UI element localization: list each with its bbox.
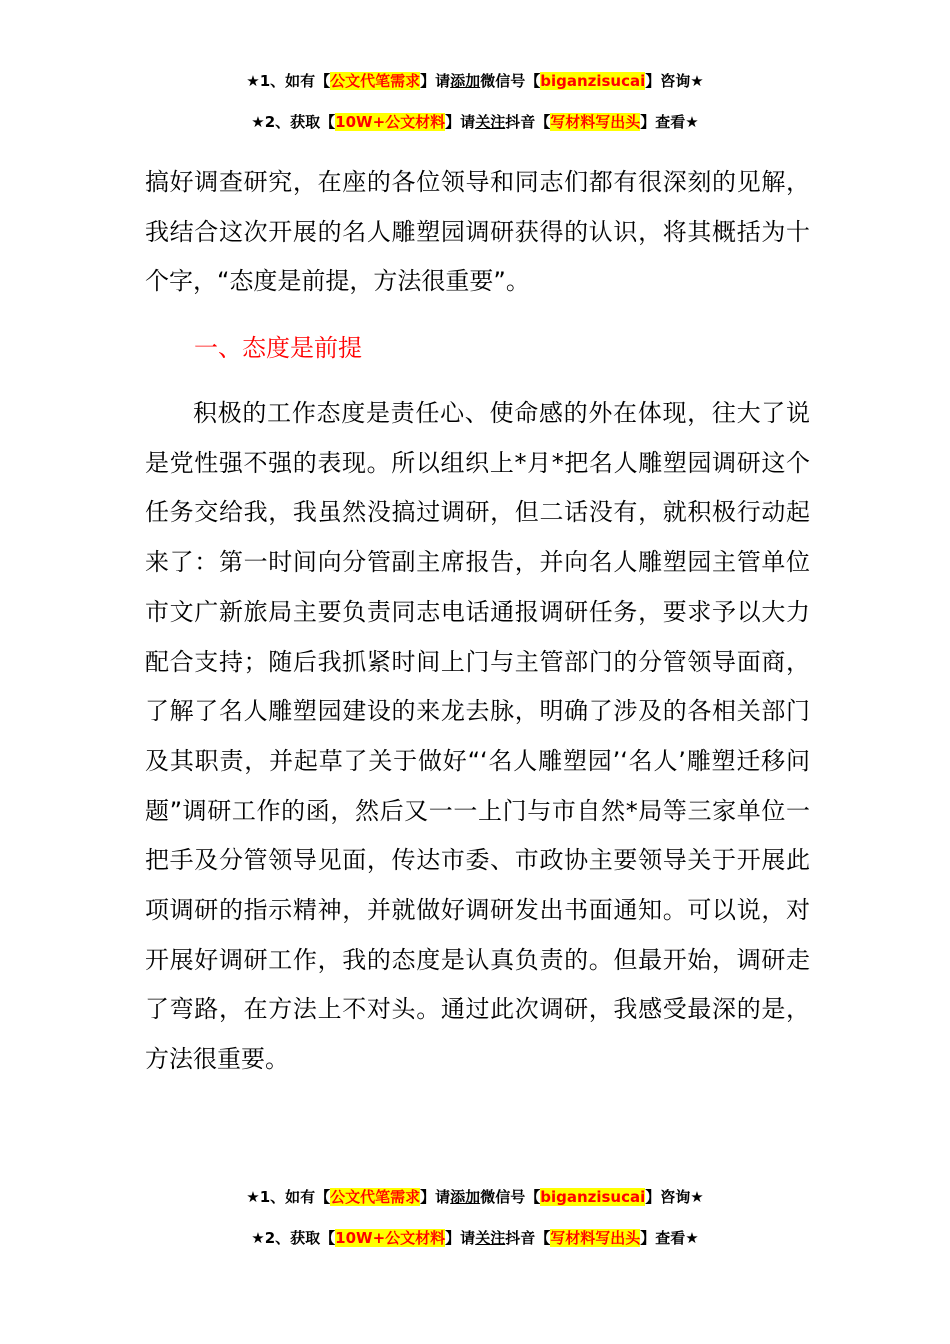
promo-text: 2、获取【	[264, 113, 336, 131]
wechat-id-highlight: biganzisucai	[540, 1188, 646, 1206]
star-icon: ★	[246, 1188, 260, 1206]
wechat-id-highlight: biganzisucai	[540, 72, 646, 90]
promo-text: 】查看	[640, 1229, 686, 1247]
section-heading: 一、态度是前提	[194, 334, 362, 362]
star-icon: ★	[246, 72, 260, 90]
promo-text: 】请	[420, 1188, 451, 1206]
promo-line-2-bottom	[0, 1227, 950, 1249]
promo-text: 】请	[420, 72, 451, 90]
promo-line-2-top	[0, 111, 950, 133]
promo-text: 】咨询	[645, 1188, 691, 1206]
promo-underlined: 添加	[450, 72, 481, 90]
douyin-account-highlight: 写材料写出头	[550, 113, 641, 131]
promo-text: 】咨询	[645, 72, 691, 90]
star-icon: ★	[690, 72, 704, 90]
star-icon: ★	[251, 113, 265, 131]
promo-text: 1、如有【	[259, 72, 331, 90]
star-icon: ★	[685, 113, 699, 131]
promo-underlined: 关注	[475, 1229, 506, 1247]
promo-text: 2、获取【	[264, 1229, 336, 1247]
promo-text: 抖音【	[505, 1229, 551, 1247]
promo-line-1-bottom	[0, 1186, 950, 1208]
promo-highlight: 公文代笔需求	[330, 1188, 421, 1206]
promo-text: 】请	[445, 113, 476, 131]
promo-text: 】请	[445, 1229, 476, 1247]
promo-text: 微信号【	[480, 1188, 541, 1206]
promo-underlined: 关注	[475, 113, 506, 131]
promo-text: 微信号【	[480, 72, 541, 90]
promo-text: 】查看	[640, 113, 686, 131]
section-body-paragraph: 积极的工作态度是责任心、使命感的外在体现，往大了说是党性强不强的表现。所以组织上*月*把名人雕塑园调研这个任务交给我，我虽然没搞过调研，但二话没有，就积极行动起来了：第一时间向分管副主席报告，并向名人雕塑园主管单位市文广新旅局主要负责同志电话通报调研任务，要求予以大力配合支持；随后我抓紧时间上门与主管部门的分管领导面商，了解了名人雕塑园建设的来龙去脉，明确了涉及的各相关部门及其职责，并起草了关于做好“‘名人雕塑园’‘名人’雕塑迁移问题”调研工作的函，然后又一一上门与市自然*局等三家单位一把手及分管领导见面，传达市委、市政协主要领导关于开展此项调研的指示精神，并就做好调研发出书面通知。可以说，对开展好调研工作，我的态度是认真负责的。但最开始，调研走了弯路，在方法上不对头。通过此次调研，我感受最深的是，方法很重要。	[145, 399, 810, 1074]
promo-highlight: 10W+公文材料	[335, 113, 446, 131]
promo-text: 1、如有【	[259, 1188, 331, 1206]
star-icon: ★	[685, 1229, 699, 1247]
promo-underlined: 添加	[450, 1188, 481, 1206]
promo-line-1-top	[0, 70, 950, 92]
star-icon: ★	[690, 1188, 704, 1206]
promo-highlight: 10W+公文材料	[335, 1229, 446, 1247]
douyin-account-highlight: 写材料写出头	[550, 1229, 641, 1247]
intro-paragraph: 搞好调查研究，在座的各位领导和同志们都有很深刻的见解，我结合这次开展的名人雕塑园调研获得的认识，将其概括为十个字，“态度是前提，方法很重要”。	[145, 168, 810, 296]
promo-text: 抖音【	[505, 113, 551, 131]
star-icon: ★	[251, 1229, 265, 1247]
promo-highlight: 公文代笔需求	[330, 72, 421, 90]
